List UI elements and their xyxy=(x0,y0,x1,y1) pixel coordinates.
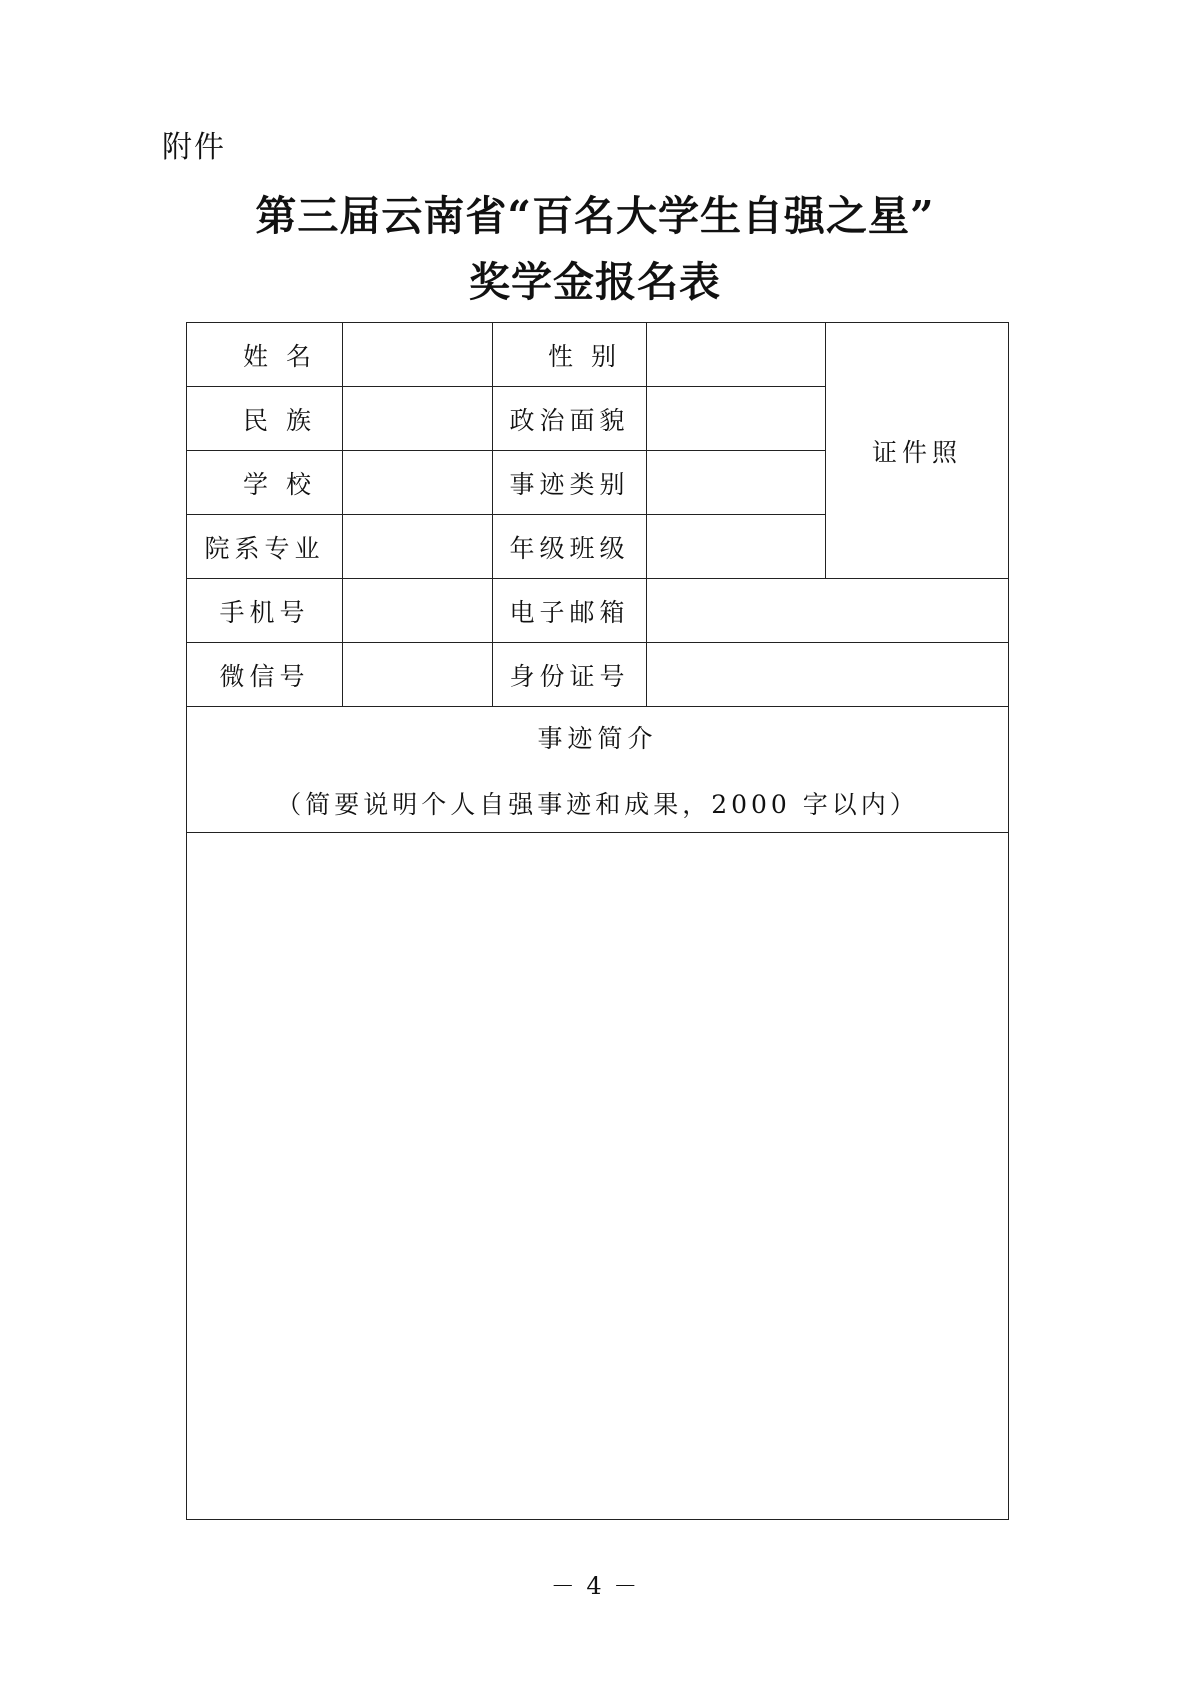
intro-title: 事迹简介 xyxy=(537,723,658,753)
phone-label: 手机号 xyxy=(187,579,343,643)
form-title-line-1: 第三届云南省“百名大学生自强之星” xyxy=(255,192,935,240)
page-number: － 4 － xyxy=(550,1572,640,1600)
deed-category-label: 事迹类别 xyxy=(493,451,647,515)
ethnicity-field[interactable] xyxy=(343,387,493,451)
form-row-intro-body xyxy=(187,833,1009,1520)
attachment-label: 附件 xyxy=(162,130,226,165)
name-field[interactable] xyxy=(343,323,493,387)
political-status-field[interactable] xyxy=(647,387,826,451)
name-label: 姓 名 xyxy=(187,323,343,387)
id-number-field[interactable] xyxy=(647,643,1009,707)
gender-label: 性 别 xyxy=(493,323,647,387)
form-row-name xyxy=(187,323,1009,387)
registration-form-table xyxy=(186,322,1009,1520)
photo-cell[interactable] xyxy=(826,323,1009,579)
department-major-field[interactable] xyxy=(343,515,493,579)
school-label: 学 校 xyxy=(187,451,343,515)
wechat-field[interactable] xyxy=(343,643,493,707)
email-label: 电子邮箱 xyxy=(493,579,647,643)
form-title-line-2: 奖学金报名表 xyxy=(469,258,721,306)
wechat-label: 微信号 xyxy=(187,643,343,707)
school-field[interactable] xyxy=(343,451,493,515)
ethnicity-label: 民 族 xyxy=(187,387,343,451)
department-major-label: 院系专业 xyxy=(187,515,343,579)
grade-class-field[interactable] xyxy=(647,515,826,579)
email-field[interactable] xyxy=(647,579,1009,643)
intro-hint: （简要说明个人自强事迹和成果，2000 字以内） xyxy=(276,789,919,819)
political-status-label: 政治面貌 xyxy=(493,387,647,451)
grade-class-label: 年级班级 xyxy=(493,515,647,579)
form-row-phone xyxy=(187,579,1009,643)
intro-header-cell xyxy=(187,707,1009,833)
form-row-intro-header xyxy=(187,707,1009,833)
photo-label: 证件照 xyxy=(871,437,962,467)
gender-field[interactable] xyxy=(647,323,826,387)
deed-category-field[interactable] xyxy=(647,451,826,515)
form-row-wechat xyxy=(187,643,1009,707)
intro-body-field[interactable] xyxy=(187,833,1009,1520)
phone-field[interactable] xyxy=(343,579,493,643)
id-number-label: 身份证号 xyxy=(493,643,647,707)
